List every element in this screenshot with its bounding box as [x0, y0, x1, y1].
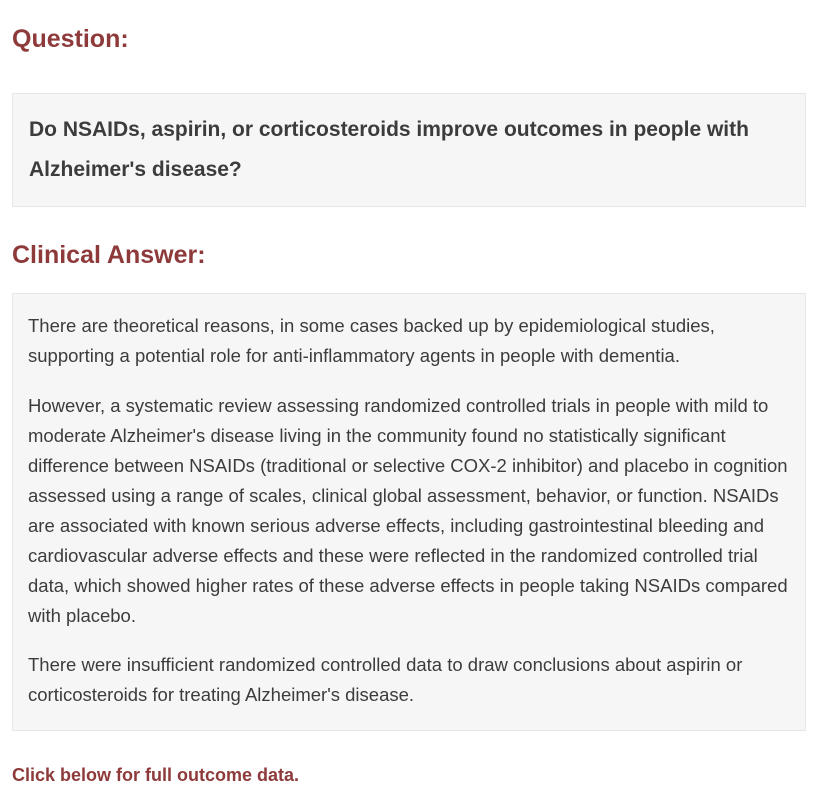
full-outcome-data-link[interactable]: Click below for full outcome data.: [12, 765, 300, 785]
answer-paragraph: There are theoretical reasons, in some cases backed up by epidemiological studies, supporting a potential role for anti-inflammatory agents in people with dementia.: [28, 315, 715, 366]
clinical-answer-box: [12, 293, 806, 731]
question-heading: Question:: [12, 25, 129, 53]
question-text: Do NSAIDs, aspirin, or corticosteroids improve outcomes in people with Alzheimer's disease?: [29, 118, 749, 181]
answer-paragraph: However, a systematic review assessing randomized controlled trials in people with mild to moderate Alzheimer's disease living in the community found no statistically significant difference between NSAIDs (traditional or selective COX-2 inhibitor) and placebo in cognition assessed using a range of scales, clinical global assessment, behavior, or function. NSAIDs are associated with known serious adverse effects, including gastrointestinal bleeding and cardiovascular adverse effects and these were reflected in the randomized controlled trial data, which showed higher rates of these adverse effects in people taking NSAIDs compared with placebo.: [28, 395, 788, 626]
answer-paragraph: There were insufficient randomized controlled data to draw conclusions about aspirin or corticosteroids for treating Alzheimer's disease.: [28, 654, 743, 705]
question-box: [12, 93, 806, 207]
clinical-answer-heading: Clinical Answer:: [12, 241, 206, 269]
